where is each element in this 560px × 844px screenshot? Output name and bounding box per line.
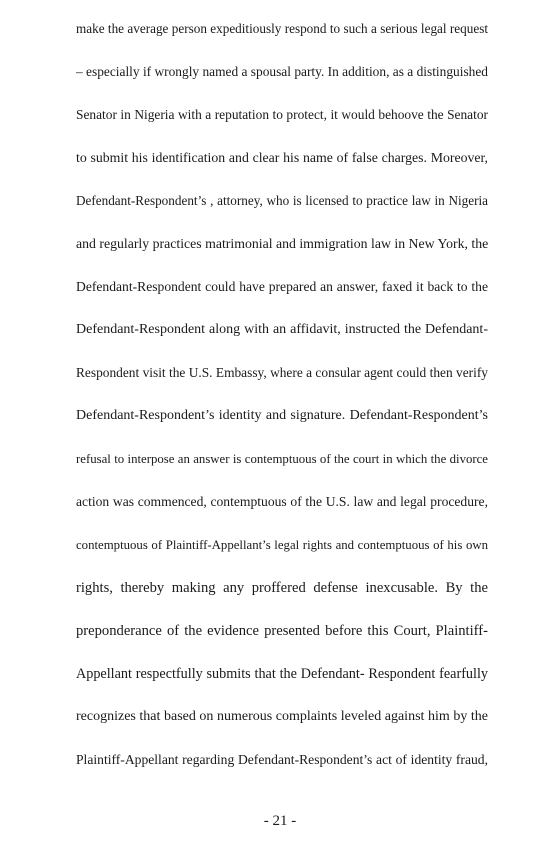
body-text-line: rights, thereby making any proffered defense inexcusable. By the — [76, 580, 488, 596]
body-text-line: Appellant respectfully submits that the Defendant- Respondent fearfully — [76, 666, 488, 682]
body-text-line: Defendant-Respondent could have prepared an answer, faxed it back to the — [76, 279, 488, 294]
body-text-line: Defendant-Respondent’s identity and signature. Defendant-Respondent’s — [76, 408, 488, 423]
body-text-line: recognizes that based on numerous complaints leveled against him by the — [76, 709, 488, 724]
page-number: - 21 - — [263, 813, 297, 829]
body-text-line: contemptuous of Plaintiff-Appellant’s legal rights and contemptuous of his own — [76, 538, 488, 552]
body-text-line: to submit his identification and clear his name of false charges. Moreover, — [76, 150, 488, 165]
body-text-line: – especially if wrongly named a spousal party. In addition, as a distinguished — [76, 64, 488, 79]
body-text-line: Respondent visit the U.S. Embassy, where a consular agent could then verify — [76, 365, 488, 380]
body-text-line: refusal to interpose an answer is contemptuous of the court in which the divorce — [76, 452, 488, 466]
body-text-line: preponderance of the evidence presented before this Court, Plaintiff- — [76, 623, 488, 639]
body-text-line: Senator in Nigeria with a reputation to protect, it would behoove the Senator — [76, 107, 488, 122]
body-text-line: action was commenced, contemptuous of the U.S. law and legal procedure, — [76, 494, 488, 509]
body-text-line: and regularly practices matrimonial and immigration law in New York, the — [76, 236, 489, 251]
body-text-line: Defendant-Respondent’s , attorney, who is licensed to practice law in Nigeria — [76, 193, 488, 208]
body-text-line: Defendant-Respondent along with an affidavit, instructed the Defendant- — [76, 322, 488, 337]
body-text-line: Plaintiff-Appellant regarding Defendant-Respondent’s act of identity fraud, — [76, 752, 488, 767]
body-text-line: make the average person expeditiously respond to such a serious legal request — [76, 21, 488, 36]
